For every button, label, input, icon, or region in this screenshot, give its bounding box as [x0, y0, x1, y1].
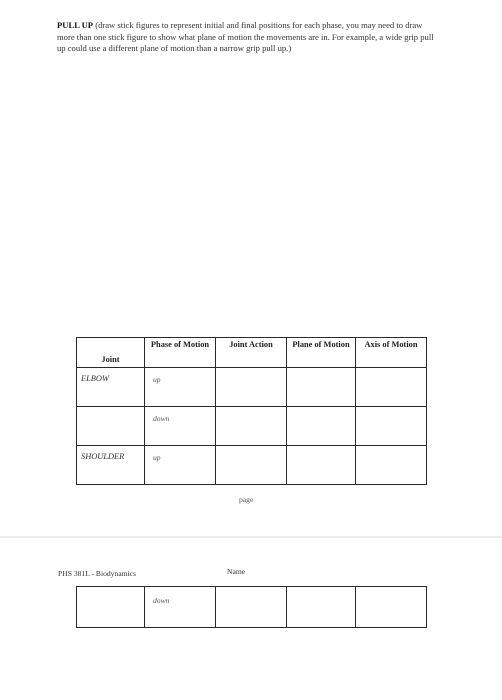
- motion-analysis-table-continued: [76, 586, 427, 628]
- header-joint: Joint: [77, 338, 145, 368]
- page-label: page: [239, 495, 254, 504]
- table-row: [77, 587, 427, 628]
- plane-cell[interactable]: [287, 587, 356, 628]
- table-row: [77, 446, 427, 485]
- motion-analysis-table: [76, 337, 427, 485]
- phase-cell: up: [145, 368, 216, 407]
- axis-cell[interactable]: [356, 407, 427, 446]
- axis-cell[interactable]: [356, 587, 427, 628]
- instructions-text: (draw stick figures to represent initial and final positions for each phase, you may need to draw more than one stick figure to show what plane of motion the movements are in. For example, a wide grip pull up could use a different plane of motion than a narrow grip pull up.): [57, 20, 434, 53]
- joint-cell: [77, 407, 145, 446]
- table-row: [77, 368, 427, 407]
- joint-cell: ELBOW: [77, 368, 145, 407]
- course-label: PHS 381L - Biodynamics: [58, 569, 136, 578]
- joint-action-cell[interactable]: [216, 368, 287, 407]
- header-row: [77, 338, 427, 368]
- header-plane: Plane of Motion: [287, 338, 356, 368]
- header-phase: Phase of Motion: [145, 338, 216, 368]
- joint-cell: [77, 587, 145, 628]
- name-label: Name: [227, 567, 246, 576]
- plane-cell[interactable]: [287, 368, 356, 407]
- phase-cell: down: [145, 587, 216, 628]
- axis-cell[interactable]: [356, 368, 427, 407]
- joint-action-cell[interactable]: [216, 587, 287, 628]
- table-row: [77, 407, 427, 446]
- exercise-title: PULL UP: [57, 20, 94, 30]
- instructions-paragraph: [57, 20, 437, 55]
- header-axis: Axis of Motion: [356, 338, 427, 368]
- page-break: [0, 536, 502, 538]
- phase-cell: down: [145, 407, 216, 446]
- joint-action-cell[interactable]: [216, 407, 287, 446]
- plane-cell[interactable]: [287, 407, 356, 446]
- joint-cell: SHOULDER: [77, 446, 145, 485]
- plane-cell[interactable]: [287, 446, 356, 485]
- header-action: Joint Action: [216, 338, 287, 368]
- phase-cell: up: [145, 446, 216, 485]
- axis-cell[interactable]: [356, 446, 427, 485]
- joint-action-cell[interactable]: [216, 446, 287, 485]
